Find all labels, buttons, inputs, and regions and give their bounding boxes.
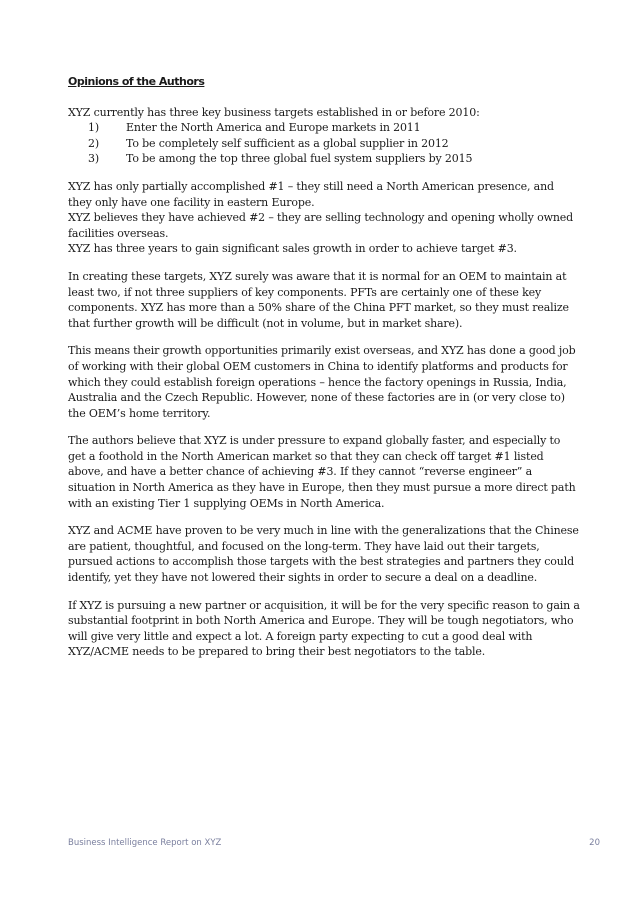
- footer-title: Business Intelligence Report on XYZ: [68, 838, 222, 848]
- list-item: [68, 136, 580, 152]
- list-item: [68, 151, 580, 167]
- page-number: 20: [589, 838, 600, 848]
- list-item-text: To be among the top three global fuel system suppliers by 2015: [126, 152, 473, 166]
- paragraph: If XYZ is pursuing a new partner or acquisition, it will be for the very specific reason to gain a substantial footprint in both North America and Europe. They will be tough negotiators, who will give very little and expect a lot. A foreign party expecting to cut a good deal with XYZ/ACME needs to be prepared to bring their best negotiators to the table.: [68, 598, 580, 659]
- status-line: XYZ believes they have achieved #2 – they are selling technology and opening wholly owned facilities overseas.: [68, 211, 574, 240]
- page-footer: [68, 838, 600, 848]
- list-item-number: 1): [88, 121, 99, 135]
- status-line: XYZ has three years to gain significant sales growth in order to achieve target #3.: [68, 242, 517, 256]
- targets-block: [68, 105, 580, 167]
- list-item-text: Enter the North America and Europe markets in 2011: [126, 121, 421, 135]
- paragraph: XYZ and ACME have proven to be very much in line with the generalizations that the Chinese are patient, thoughtful, and focused on the long-term. They have laid out their targets, pursued actions to accomplish those targets with the best strategies and partners they could identify, yet they have not lowered their sights in order to secure a deal on a deadline.: [68, 524, 579, 585]
- list-item: [68, 120, 580, 136]
- section-heading: Opinions of the Authors: [68, 75, 205, 88]
- targets-list: [68, 120, 580, 167]
- intro-text: XYZ currently has three key business targets established in or before 2010:: [68, 105, 480, 119]
- page-content: [68, 74, 580, 672]
- list-item-number: 3): [88, 152, 99, 166]
- list-item-number: 2): [88, 136, 99, 150]
- paragraph: This means their growth opportunities primarily exist overseas, and XYZ has done a good job of working with their global OEM customers in China to identify platforms and products for which they could establish foreign operations – hence the factory openings in Russia, India, Australia and the Czech Republic. However, none of these factories are in (or very close to) the OEM’s home territory.: [68, 344, 576, 420]
- list-item-text: To be completely self sufficient as a global supplier in 2012: [126, 136, 449, 150]
- status-line: XYZ has only partially accomplished #1 – they still need a North American presence, and they only have one facility in eastern Europe.: [68, 179, 554, 209]
- paragraph: The authors believe that XYZ is under pressure to expand globally faster, and especially to get a foothold in the North American market so that they can check off target #1 listed above, and have a better chance of achieving #3. If they cannot “reverse engineer” a situation in North America as they have in Europe, then they must pursue a more direct path with an existing Tier 1 supplying OEMs in North America.: [68, 434, 576, 510]
- status-block: [68, 179, 580, 257]
- paragraph: In creating these targets, XYZ surely was aware that it is normal for an OEM to maintain at least two, if not three suppliers of key components. PFTs are certainly one of these key components. XYZ has more than a 50% share of the China PFT market, so they must realize that further growth will be difficult (not in volume, but in market share).: [68, 269, 569, 330]
